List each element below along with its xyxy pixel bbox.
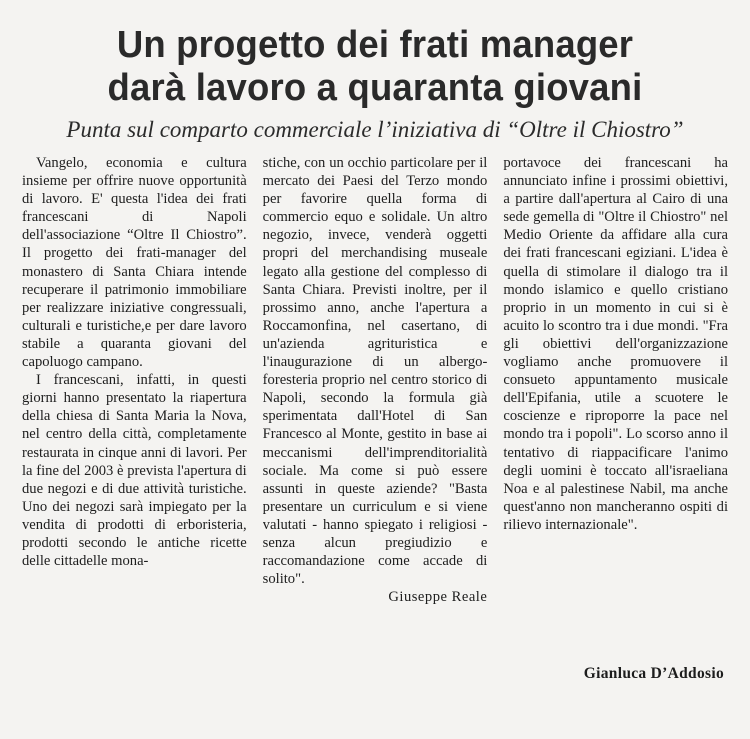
column-1 [22, 154, 247, 714]
column-1-paragraph-2: I francescani, infatti, in questi giorni hanno presentato la riapertura della chiesa di Santa Maria la Nova, nel centro della città, completamente restaurata in cinque anni di lavori. Per la fine del 2003 è prevista l'apertura di due negozi e di due attività turistiche. Uno dei negozi sarà impiegato per la vendita di prodotti di erboristeria, prodotti secondo le antiche ricette delle cittadelle mona- [22, 372, 247, 570]
headline-line-2: darà lavoro a quaranta giovani [107, 67, 643, 109]
column-2 [263, 154, 488, 714]
column-3-paragraph-1: portavoce dei francescani ha annunciato infine i prossimi obiettivi, a partire dall'apertura al Cairo di una sede gemella di "Oltre il Chiostro" nel Medio Oriente da affidare alla cura dei frati francescani egiziani. L'idea è quella di stimolare il dialogo tra il mondo islamico e quello cristiano proprio in un momento in cui si è acuito lo scontro tra i due mondi. "Fra gli obiettivi dell'organizzazione vogliamo anche promuovere il consueto appuntamento musicale dell'Epifania, utile a scuotere le coscienze e riproporre la pace nel mondo tra i popoli". Lo scorso anno il tentativo di riappacificare l'animo degli uomini è toccato all'israeliana Noa e al palestinese Nabil, ma anche quest'anno non mancheranno ospiti di rilievo internazionale". [503, 155, 729, 533]
subtitle: Punta sul comparto commerciale l’iniziativa di “Oltre il Chiostro” [66, 117, 684, 142]
article-body [22, 154, 728, 714]
column-2-byline: Giuseppe Reale [388, 589, 488, 606]
headline-line-1: Un progetto dei frati manager [116, 24, 634, 66]
author-signature: Gianluca D’Addosio [583, 665, 724, 682]
headline [36, 24, 714, 110]
column-2-paragraph-1: stiche, con un occhio particolare per il mercato dei Paesi del Terzo mondo per favorire quella forma di commercio equo e solidale. Un altro negozio, invece, venderà oggetti propri del merchandising museale legato alla gestione del complesso di Santa Chiara. Previsti inoltre, per il prossimo anno, anche l'apertura a Roccamonfina, nel casertano, di un'azienda agrituristica e l'inaugurazione di un albergo-foresteria proprio nel centro storico di Napoli, secondo la formula già sperimentata dall'Hotel di San Francesco al Monte, gestito in base ai meccanismi dell'imprenditorialità sociale. Ma come si può essere assunti in queste aziende? "Basta presentare un curriculum e si viene valutati - hanno spiegato i religiosi - senza alcun pregiudizio e raccomandazione come accade di solito". [262, 155, 488, 588]
column-3 [503, 154, 728, 714]
column-1-paragraph-1: Vangelo, economia e cultura insieme per offrire nuove opportunità di lavoro. E' questa l'idea dei frati francescani di Napoli dell'associazione “Oltre Il Chiostro”. Il progetto dei frati-manager del monastero di Santa Chiara intende recuperare il patrimonio immobiliare per realizzare iniziative congressuali, culturali e turistiche,e per dare lavoro stabile a quaranta giovani del capoluogo campano. [22, 155, 247, 371]
